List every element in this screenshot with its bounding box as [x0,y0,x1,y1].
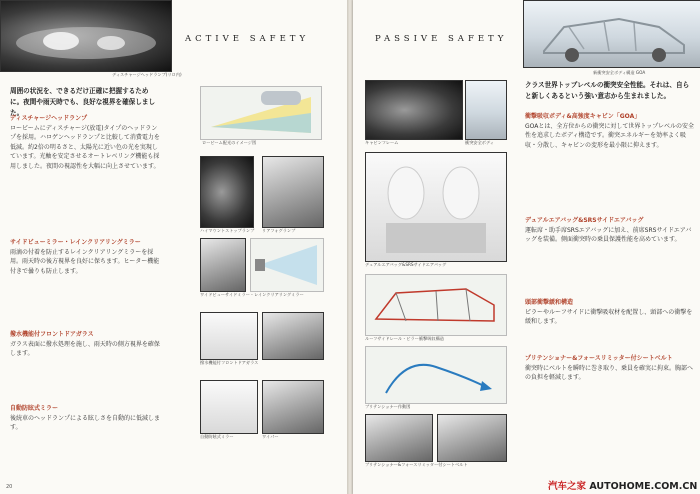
door-glass-photo [262,312,324,360]
caption-seat: プリテンショナー&フォースリミッター付シートベルト [365,462,468,467]
mirror-diagram [250,238,324,292]
top-caption: ディスチャージヘッドランプ(リロ内) [112,72,182,77]
left-lead: 周囲の状況を、できるだけ正確に把握するために。夜間や雨天時でも、良好な視界を確保しました。 [10,87,156,117]
seat-photo-1 [365,414,433,462]
caption-airbag: デュアルエアバッグ&SRSサイドエアバッグ [365,262,447,267]
left-page [0,0,347,494]
right-lead: クラス世界トップレベルの衝突安全性能。それは、自らと新しくあるという強い意志から生まれました。 [525,81,690,100]
right-body-1: GOAとは、全方位からの衝突に対して世界トップレベルの安全性を追求したボディ構造です。衝突エネルギーを効率よく吸収・分散し、キャビンの変形を最小限に抑えます。 [525,123,694,149]
right-page [353,0,700,494]
caption-belt: プリテンショナー作動図 [365,404,411,409]
wiper-photo [262,380,324,434]
caption-mirror: ワイドビューサイドミラー・レインクリアリングミラー [200,292,304,297]
left-body-1: ロービームにディスチャージ(放電)タイプのヘッドランプを採用。ハロゲンヘッドランプと比較して消費電力を低減。約2倍の明るさと、太陽光に近い色の光を実現しています。光軸を安定させるオートレベリング機能も採用しました。夜間の視認性を大幅に向上させています。 [10,125,160,170]
caption-fog: リアフォグランプ [262,228,296,233]
seat-photo-2 [437,414,507,462]
left-heading-4: 自動防眩式ミラー [10,405,59,412]
caption-body-structure: ルーフサイドレール・ピラー衝撃吸収構造 [365,336,444,341]
airbag-photo [365,152,507,262]
caption-car: 衝突安全ボディ [465,140,494,145]
roof-rail-graphic [366,275,506,335]
beam-pattern-graphic [201,87,321,139]
right-heading-1: 衝撃吸収ボディ&高強度キャビン「GOA」 [525,113,641,120]
left-heading-2: サイドビューミラー・レインクリアリングミラー [10,239,141,246]
right-top-caption: 新衝突安全ボディ構造 GOA [593,70,646,75]
left-body-3: ガラス表面に撥水処理を施し、雨天時の側方視界を確保します。 [10,341,160,358]
right-heading-4: プリテンショナー&フォースリミッター付シートベルト [525,355,673,362]
caption-inner-mirror: 自動防眩式ミラー [200,434,234,439]
right-heading-2: デュアルエアバッグ&SRSサイドエアバッグ [525,217,644,224]
airbag-illustration [366,153,506,261]
page-header-active: ACTIVE SAFETY [185,34,310,44]
mirror-view-graphic [251,239,323,291]
right-body-4: 衝突時にベルトを瞬時に巻き取り、乗員を確実に拘束。胸部への負担を軽減します。 [525,365,694,382]
watermark-bottom-en: AUTOHOME.COM.CN [589,481,698,492]
right-body-2: 運転席・助手席SRSエアバッグに加え、前席SRSサイドエアバッグを装備。側面衝突時の乗員保護性能を高めています。 [525,227,692,244]
crush-test-photo [365,80,463,140]
right-body-3: ピラーやルーフサイドに衝撃吸収材を配置し、頭部への衝撃を緩和します。 [525,309,693,326]
mirror-photo [200,238,246,292]
headlamp-photo [0,0,172,72]
body-frame-illustration [524,1,700,67]
caption-glass: 撥水機能付フロントドアガラス [200,360,259,365]
body-frame-photo [523,0,700,68]
left-body-2: 雨滴の付着を防止するレインクリアリングミラーを採用。雨天時の後方視界を良好に保ちます。ヒーター機能付きで曇りも防止します。 [10,249,160,275]
glass-photo [200,312,258,360]
inner-mirror-photo [200,380,258,434]
fog-lamp-photo [262,156,324,228]
right-heading-3: 頭部衝撃緩和構造 [525,299,574,306]
caption-wiper: ワイパー [262,434,279,439]
watermark-bottom [548,478,697,492]
headlamp-illustration [1,1,171,71]
body-structure-diagram [365,274,507,336]
caption-beam: ロービーム配光のイメージ図 [202,140,257,145]
beam-diagram [200,86,322,140]
belt-diagram [365,346,507,404]
belt-action-graphic [366,347,506,403]
caption-crush: キャビンフレーム [365,140,399,145]
stop-lamp-photo [200,156,254,228]
car-side-photo [465,80,507,140]
left-heading-1: ディスチャージヘッドランプ [10,115,88,122]
left-heading-3: 撥水機能付フロントドアガラス [10,331,94,338]
page-number-left: 20 [6,484,13,490]
caption-stop-lamp: ハイマウントストップランプ [200,228,255,233]
page-header-passive: PASSIVE SAFETY [375,34,508,44]
left-body-4: 後続車のヘッドランプによる眩しさを自動的に低減します。 [10,415,160,432]
watermark-bottom-cn: 汽车之家 [548,481,587,492]
